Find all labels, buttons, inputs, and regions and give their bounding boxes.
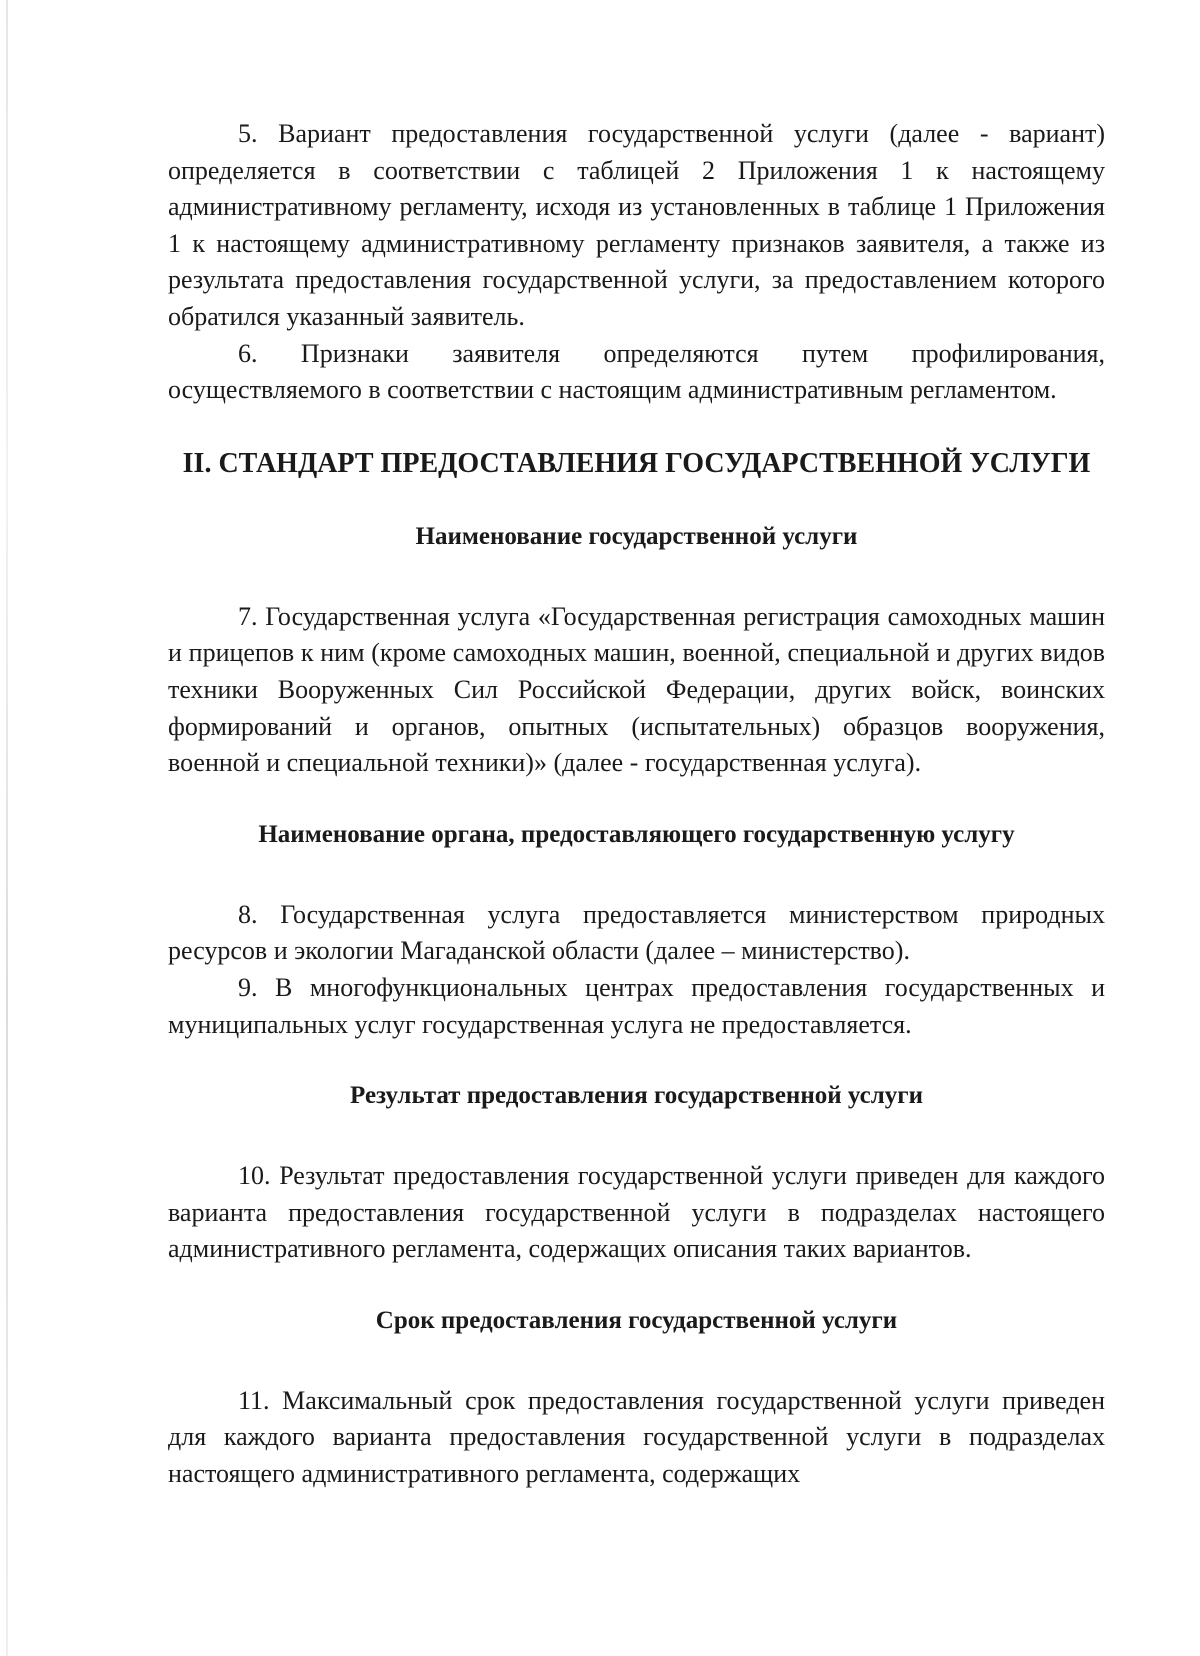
paragraph-5: 5. Вариант предоставления государственной услуги (далее - вариант) определяется в соответствии с таблицей 2 Приложения 1 к настоящему административному регламенту, исходя из установленных в таблице 1 Приложения 1 к настоящему административному регламенту признаков заявителя, а также из результата предоставления государственной услуги, за предоставлением которого обратился указанный заявитель. — [168, 119, 1105, 331]
subheading-term: Срок предоставления государственной услуги — [375, 1306, 898, 1334]
subheading-agency-name: Наименование органа, предоставляющего государственную услугу — [258, 820, 1015, 848]
subheading-result: Результат предоставления государственной услуги — [350, 1082, 923, 1110]
spacer — [168, 1339, 1105, 1383]
spacer — [168, 409, 1105, 446]
spacer — [168, 782, 1105, 817]
spacer — [168, 1043, 1105, 1078]
spacer — [168, 1268, 1105, 1303]
paragraph-9: 9. В многофункциональных центрах предоставления государственных и муниципальных услуг государственная услуга не предоставляется. — [168, 972, 1105, 1039]
paragraph-7: 7. Государственная услуга «Государственная регистрация самоходных машин и прицепов к ним (кроме самоходных машин, военной, специальной и других видов техники Вооруженных Сил Российской Федерации, других войск, воинских формирований и органов, опытных (испытательных) образцов вооружения, военной и специальной техники)» (далее - государственная услуга). — [168, 601, 1105, 778]
paragraph-8: 8. Государственная услуга предоставляется министерством природных ресурсов и экологии Магаданской области (далее – министерство). — [168, 899, 1105, 966]
section-heading-2: II. СТАНДАРТ ПРЕДОСТАВЛЕНИЯ ГОСУДАРСТВЕННОЙ УСЛУГИ — [182, 447, 1091, 479]
spacer — [168, 482, 1105, 519]
scan-edge — [6, 0, 8, 1656]
spacer — [168, 555, 1105, 599]
paragraph-10: 10. Результат предоставления государственной услуги приведен для каждого варианта предоставления государственной услуги в подразделах настоящего административного регламента, содержащих описания таких вариантов. — [168, 1161, 1105, 1264]
document-body — [168, 116, 1105, 1493]
paragraph-6: 6. Признаки заявителя определяются путем профилирования, осуществляемого в соответствии с настоящим административным регламентом. — [168, 338, 1105, 405]
paragraph-11: 11. Максимальный срок предоставления государственной услуги приведен для каждого варианта предоставления государственной услуги в подразделах настоящего административного регламента, содержащих — [168, 1385, 1105, 1489]
spacer — [168, 853, 1105, 897]
subheading-service-name: Наименование государственной услуги — [415, 522, 858, 550]
spacer — [168, 1114, 1105, 1158]
